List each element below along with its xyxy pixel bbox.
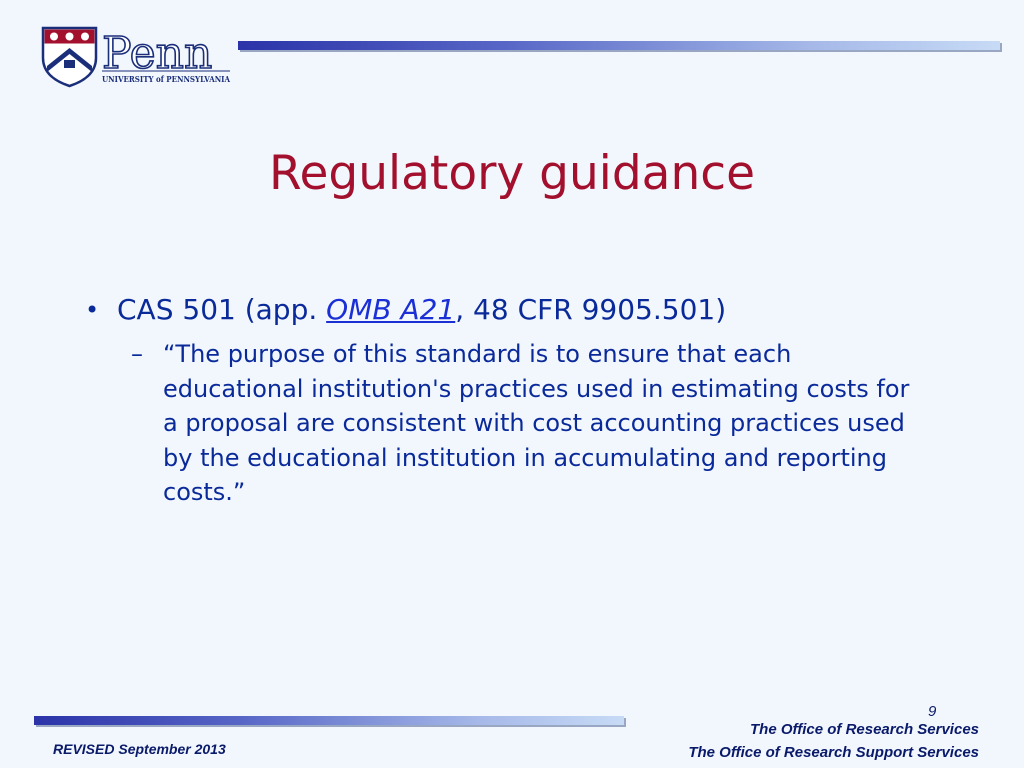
footer-office-line1: The Office of Research Services [750, 721, 979, 738]
footer-rule [34, 716, 624, 725]
svg-text:UNIVERSITY of PENNSYLVANIA: UNIVERSITY of PENNSYLVANIA [102, 75, 231, 85]
bullet-prefix: CAS 501 (app. [117, 293, 327, 326]
svg-text:Penn: Penn [102, 28, 213, 79]
header-rule [238, 41, 1000, 50]
bullet-dot: • [85, 296, 100, 324]
sub-bullet-quote: “The purpose of this standard is to ensure that each educational institution's practices used in estimating costs for a proposal are consistent with cost accounting practices used by the educational institution in accumulating and reporting costs.” [163, 340, 910, 506]
page-number: 9 [928, 703, 937, 720]
footer-office-line2: The Office of Research Support Services [688, 744, 979, 761]
sub-bullet-dash: – [131, 340, 143, 368]
penn-shield-icon [40, 24, 234, 88]
bullet-suffix: , 48 CFR 9905.501) [455, 293, 727, 326]
penn-logo [40, 24, 234, 88]
omb-a21-link[interactable]: OMB A21 [326, 293, 456, 326]
revised-date: REVISED September 2013 [53, 741, 226, 757]
slide-title: Regulatory guidance [268, 146, 756, 201]
bullet-text [117, 290, 726, 330]
